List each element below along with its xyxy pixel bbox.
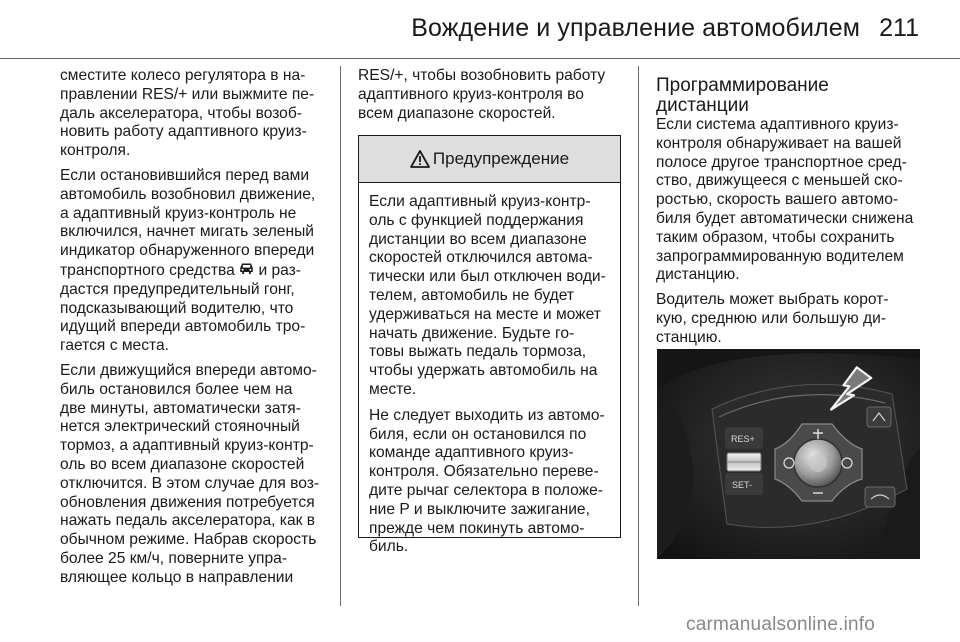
warning-paragraph-2: Не следует выходить из автомо- биля, если он остановился по команде адаптивного круиз- контроля. Обязательно переве- дите рычаг селектора в положе- ние P и выключите зажигание, прежде чем покинуть автомо- биль. [369, 406, 605, 556]
paragraph-continuation: RES/+, чтобы возобновить работу адаптивного круиз-контроля во всем диапазоне скоростей. [358, 67, 606, 122]
header-title: Вождение и управление автомобилем [411, 14, 860, 42]
column-3 [656, 68, 924, 354]
paragraph-choose-distance: Водитель может выбрать корот- кую, среднюю или большую ди- станцию. [656, 291, 889, 346]
paragraph-two-minutes: Если движущийся впереди автомо- биль остановился более чем на две минуты, автоматически затя- нется электрический стояночный тормоз, а адаптивный круиз-контр- оль во всем диапазоне скоростей отключится. В этом случае для воз- обновления движения потребуется нажать педаль акселератора, как в обычном режиме. Набрав скорость более 25 км/ч, поверните упра- вляющее кольцо в направлении [60, 361, 320, 586]
column-2 [358, 67, 618, 129]
warning-body [359, 183, 620, 557]
warning-heading: Предупреждение [359, 136, 620, 183]
res-label: RES+ [731, 434, 755, 444]
page-header [0, 0, 960, 62]
page-number: 211 [879, 14, 919, 42]
set-label: SET- [732, 480, 753, 490]
column-1 [60, 67, 330, 594]
paragraph-vehicle-ahead: Если остановившийся перед вами автомобиль возобновил движение, а адаптивный круиз-контроль не включился, начнет мигать зеленый индикатор обнаруженного впереди транспортного средства и раз- дастся предупредительный гонг, подсказывающий водителю, что идущий впереди автомобиль тро- гается с места. [60, 166, 316, 355]
column-divider-right [638, 66, 639, 606]
column-divider-left [340, 66, 341, 606]
warning-triangle-icon [410, 150, 430, 168]
gear-p-label: P [399, 500, 410, 518]
steering-wheel-controls-photo [657, 349, 920, 559]
car-front-icon [239, 262, 254, 278]
watermark: carmanualsonline.info [686, 614, 876, 635]
warning-box [358, 135, 621, 556]
header-rule [0, 58, 960, 59]
section-heading: Программирование дистанции [656, 75, 829, 116]
paragraph-distance: Если система адаптивного круиз- контроля обнаруживает на вашей полосе другое транспортное сред- ство, движущееся с меньшей ско- ростью, скорость вашего автомо- биля будет автоматически снижена таким образом, чтобы сохранить запрограммированную водителем дистанцию. [656, 116, 914, 284]
paragraph-resume: сместите колесо регулятора в на- правлении RES/+ или выжмите пе- даль акселератора, чтобы возоб- новить работу адаптивного круиз- контроля. [60, 67, 315, 160]
warning-paragraph-1: Если адаптивный круиз-контр- оль с функцией поддержания дистанции во всем диапазоне скоростей отключился автома- тически или был отключен води- телем, автомобиль не будет удерживаться на месте и может начать движение. Будьте го- товы выжать педаль тормоза, чтобы удержать автомобиль на месте. [369, 193, 606, 398]
